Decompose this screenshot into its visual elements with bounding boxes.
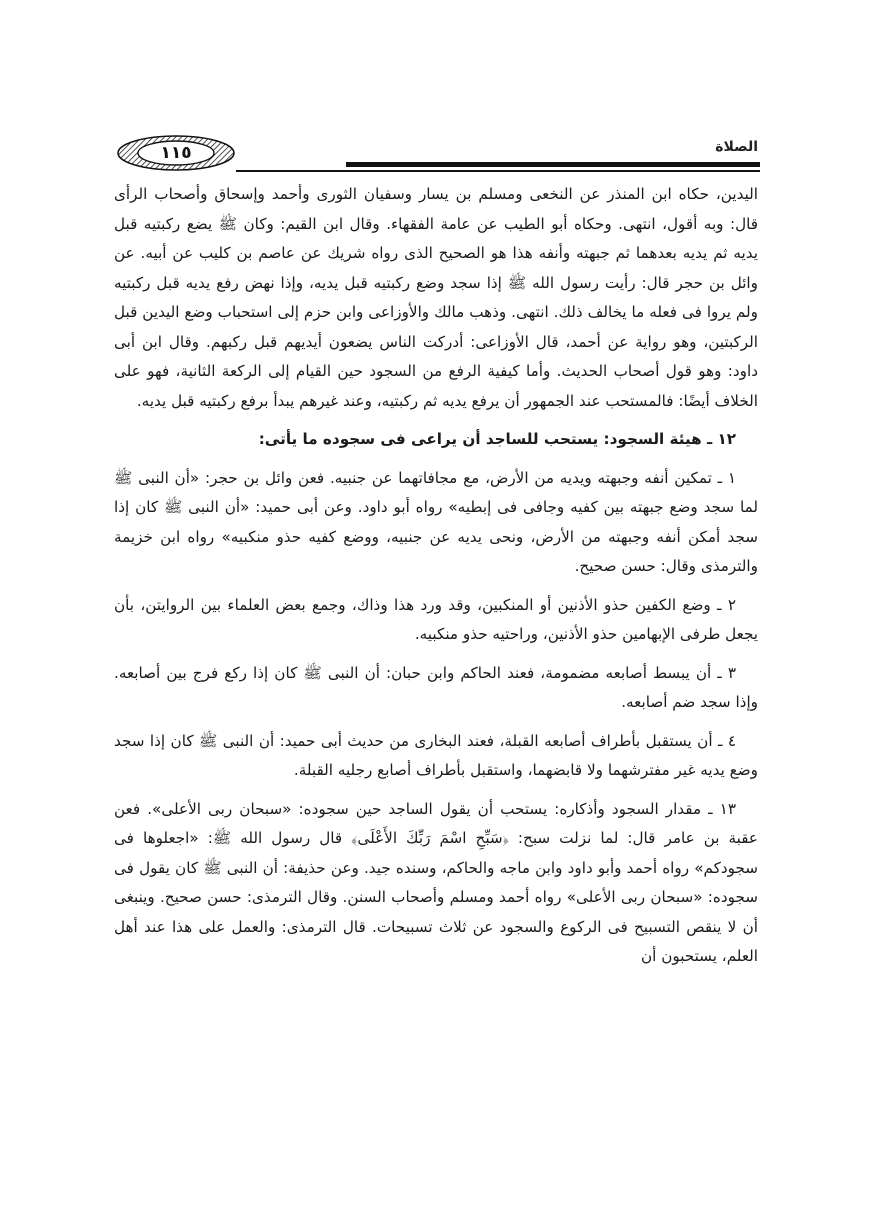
list-item-2: ٢ ـ وضع الكفين حذو الأذنين أو المنكبين، وقد ورد هذا وذاك، وجمع بعض العلماء بين الروايتن، بأن يجعل طرفى الإبهامين حذو الأذنين، وراحتيه حذو منكبيه.	[114, 595, 758, 643]
header-rule-thin	[236, 170, 760, 172]
paragraph-continuation: اليدين، حكاه ابن المنذر عن النخعى ومسلم بن يسار وسفيان الثورى وأحمد وإسحاق وأصحاب الرأى قال: وبه أقول، انتهى. وحكاه أبو الطيب عن عامة الفقهاء. وقال ابن القيم: وكان ﷺ يضع ركبتيه قبل يديه ثم يديه بعدهما ثم جبهته وأنفه هذا هو الصحيح الذى رواه شريك عن عاصم بن كليب عن أبيه. عن وائل بن حجر قال: رأيت رسول الله ﷺ إذا سجد وضع ركبتيه قبل يديه، وإذا نهض رفع يديه قبل ركبتيه ولم يروا فى فعله ما يخالف ذلك. انتهى. وذهب مالك والأوزاعى وابن حزم إلى استحباب وضع اليدين قبل الركبتين، وهو رواية عن أحمد، قال الأوزاعى: أدركت الناس يضعون أيديهم قبل ركبهم. وقال ابن أبى داود: وهو قول أصحاب الحديث. وأما كيفية الرفع من السجود حين القيام إلى الركعة الثانية، فهو على الخلاف أيضًا: فالمستحب عند الجمهور أن يرفع يديه ثم ركبتيه، وعند غيرهم يبدأ برفع ركبتيه قبل يديه.	[114, 185, 758, 410]
header-rule-thick	[346, 162, 760, 167]
section-paragraph-13: ١٣ ـ مقدار السجود وأذكاره: يستحب أن يقول الساجد حين سجوده: «سبحان ربى الأعلى». فعن عقبة بن عامر قال: لما نزلت سبح: ﴿سَبِّحِ اسْمَ رَبِّكَ الأَعْلَى﴾ قال رسول الله ﷺ: «اجعلوها فى سجودكم» رواه أحمد وأبو داود وابن ماجه والحاكم، وسنده جيد. وعن حذيفة: أن النبى ﷺ كان يقول فى سجوده: «سبحان ربى الأعلى» رواه أحمد ومسلم وأصحاب السنن. وقال الترمذى: حسن صحيح. وينبغى أن لا ينقص التسبيح فى الركوع والسجود عن ثلاث تسبيحات. قال الترمذى: والعمل على هذا عند أهل العلم، يستحبون أن	[114, 799, 758, 965]
page-header	[112, 130, 760, 178]
page-number: ١١٥	[160, 143, 192, 163]
running-title: الصلاة	[715, 139, 758, 155]
list-item-1: ١ ـ تمكين أنفه وجبهته ويديه من الأرض، مع مجافاتهما عن جنبيه. فعن وائل بن حجر: «أن النبى ﷺ لما سجد وضع جبهته بين كفيه وجافى فى إبطيه» رواه أبو داود. وعن أبى حميد: «أن النبى ﷺ كان إذا سجد أمكن أنفه وجبهته من الأرض، ونحى يديه عن جنبيه، ووضع كفيه حذو منكبيه» رواه ابن خزيمة والترمذى وقال: حسن صحيح.	[114, 468, 758, 575]
body-text	[114, 180, 758, 972]
section-heading-12: ١٢ ـ هيئة السجود: يستحب للساجد أن يراعى فى سجوده ما يأتى:	[258, 430, 736, 448]
page-number-badge	[116, 134, 236, 172]
list-item-3: ٣ ـ أن يبسط أصابعه مضمومة، فعند الحاكم وابن حبان: أن النبى ﷺ كان إذا ركع فرج بين أصابعه. وإذا سجد ضم أصابعه.	[114, 663, 758, 711]
list-item-4: ٤ ـ أن يستقبل بأطراف أصابعه القبلة، فعند البخارى من حديث أبى حميد: أن النبى ﷺ كان إذا سجد وضع يديه غير مفترشهما ولا قابضهما، واستقبل بأطراف أصابع رجليه القبلة.	[114, 731, 758, 779]
